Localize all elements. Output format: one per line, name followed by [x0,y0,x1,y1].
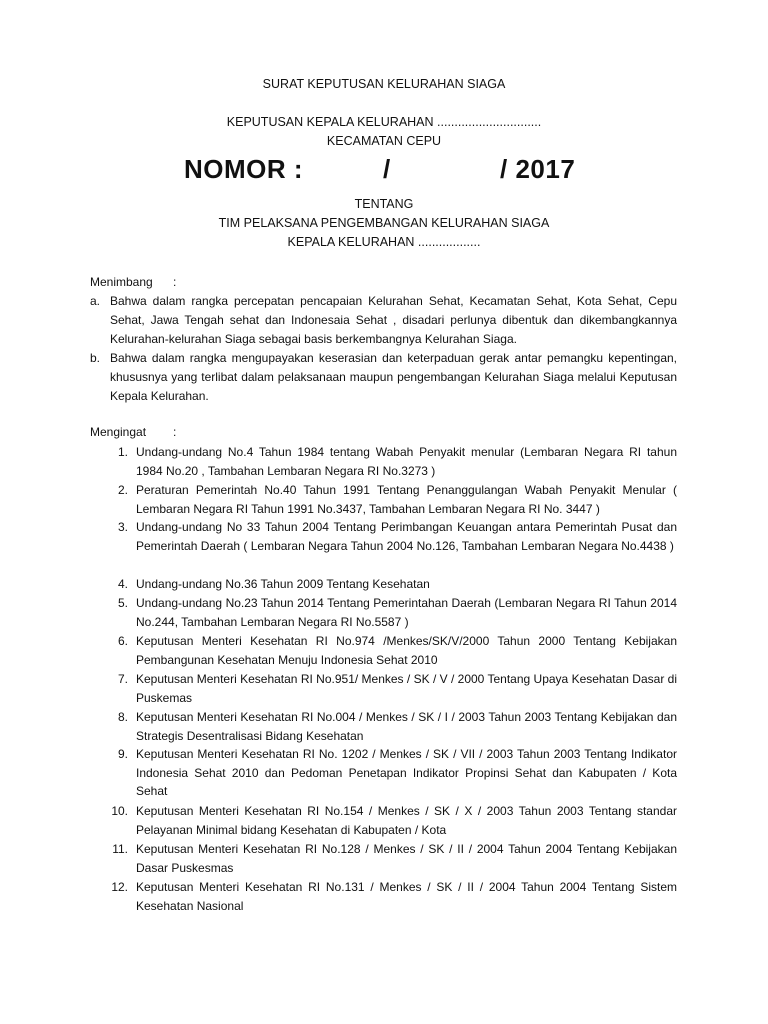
menimbang-item-a [90,292,677,349]
nomor-year: / 2017 [500,154,576,184]
mengingat-item-1 [108,443,677,480]
mengingat-item-9 [108,745,677,801]
mengingat-item-8 [108,708,677,745]
kecamatan-line: KECAMATAN CEPU [326,134,442,148]
item-text: Bahwa dalam rangka percepatan pencapaian Kelurahan Sehat, Kecamatan Sehat, Kota Sehat, Cepu Sehat, Jawa Tengah sehat dan Indonesaia Sehat , disadari perlunya dibentuk dan dikembangkannya Kelurahan-kelurahan Siaga sebagai basis berkembangnya Kelurahan Siaga. [110,294,677,346]
item-number: 11. [112,842,128,856]
mengingat-label: Mengingat : [90,425,177,439]
item-text: Peraturan Pemerintah No.40 Tahun 1991 Tentang Penanggulangan Wabah Penyakit Menular ( Lembaran Negara RI Tahun 1991 No.3437, Tambahan Lembaran Negara RI No. 3447 ) [136,483,677,516]
mengingat-item-3 [108,518,677,555]
nomor-label: NOMOR : [184,154,304,184]
item-text: Bahwa dalam rangka mengupayakan keserasian dan keterpaduan gerak antar pemangku kepentingan, khususnya yang terlibat dalam pelaksanaan maupun pengembangan Kelurahan Siaga melalui Keputusan Kepala Kelurahan. [110,351,677,403]
item-number: 9. [117,747,128,761]
mengingat-item-5 [108,594,677,631]
mengingat-item-4 [108,575,677,594]
mengingat-item-2 [108,481,677,518]
mengingat-item-10 [108,802,677,839]
item-text: Undang-undang No.36 Tahun 2009 Tentang Kesehatan [136,577,430,591]
item-number: 4. [117,577,128,591]
item-number: 2. [117,483,128,497]
item-text: Undang-undang No.4 Tahun 1984 tentang Wabah Penyakit menular (Lembaran Negara RI tahun 1984 No.20 , Tambahan Lembaran Negara RI No.3273 ) [136,445,677,478]
menimbang-item-b [90,349,677,406]
mengingat-item-6 [108,632,677,669]
item-number: 6. [117,634,128,648]
item-number: 10. [111,804,128,818]
item-number: 5. [117,596,128,610]
item-text: Keputusan Menteri Kesehatan RI No.974 /Menkes/SK/V/2000 Tahun 2000 Tentang Kebijakan Pembangunan Kesehatan Menuju Indonesia Sehat 2010 [136,634,677,667]
item-text: Keputusan Menteri Kesehatan RI No.154 / Menkes / SK / X / 2003 Tahun 2003 Tentang standar Pelayanan Minimal bidang Kesehatan di Kabupaten / Kota [136,804,677,837]
item-text: Keputusan Menteri Kesehatan RI No.128 / Menkes / SK / II / 2004 Tahun 2004 Tentang Kebijakan Dasar Puskesmas [136,842,677,875]
item-text: Undang-undang No.23 Tahun 2014 Tentang Pemerintahan Daerah (Lembaran Negara RI Tahun 2014 No.244, Tambahan Lembaran Negara RI No.5587 ) [136,596,677,629]
item-number: 8. [117,710,128,724]
mengingat-item-12 [108,878,677,915]
item-marker: b. [90,351,101,365]
item-text: Undang-undang No 33 Tahun 2004 Tentang Perimbangan Keuangan antara Pemerintah Pusat dan Pemerintah Daerah ( Lembaran Negara Tahun 2004 No.126, Tambahan Lembaran Negara No.4438 ) [136,520,677,553]
item-number: 3. [117,520,128,534]
item-text: Keputusan Menteri Kesehatan RI No.131 / Menkes / SK / II / 2004 Tahun 2004 Tentang Sistem Kesehatan Nasional [136,880,677,913]
decision-line: KEPUTUSAN KEPALA KELURAHAN .............................. [226,115,542,129]
mengingat-item-7 [108,670,677,707]
subject-line: TIM PELAKSANA PENGEMBANGAN KELURAHAN SIAGA [218,216,550,230]
nomor-separator-1: / [383,154,391,184]
item-number: 1. [117,445,128,459]
menimbang-label: Menimbang : [90,275,177,289]
item-number: 7. [117,672,128,686]
item-number: 12. [111,880,128,894]
item-text: Keputusan Menteri Kesehatan RI No.004 / Menkes / SK / I / 2003 Tahun 2003 Tentang Kebijakan dan Strategis Desentralisasi Bidang Kesehatan [136,710,677,743]
document-title: SURAT KEPUTUSAN KELURAHAN SIAGA [262,77,506,91]
mengingat-item-11 [108,840,677,877]
item-text: Keputusan Menteri Kesehatan RI No.951/ Menkes / SK / V / 2000 Tentang Upaya Kesehatan Dasar di Puskemas [136,672,677,705]
item-text: Keputusan Menteri Kesehatan RI No. 1202 / Menkes / SK / VII / 2003 Tahun 2003 Tentang Indikator Indonesia Sehat 2010 dan Pedoman Penetapan Indikator Propinsi Sehat dan Kabupaten / Kota Sehat [136,747,677,799]
head-line: KEPALA KELURAHAN .................. [287,235,481,249]
tentang-heading: TENTANG [354,197,414,211]
item-marker: a. [90,294,101,308]
